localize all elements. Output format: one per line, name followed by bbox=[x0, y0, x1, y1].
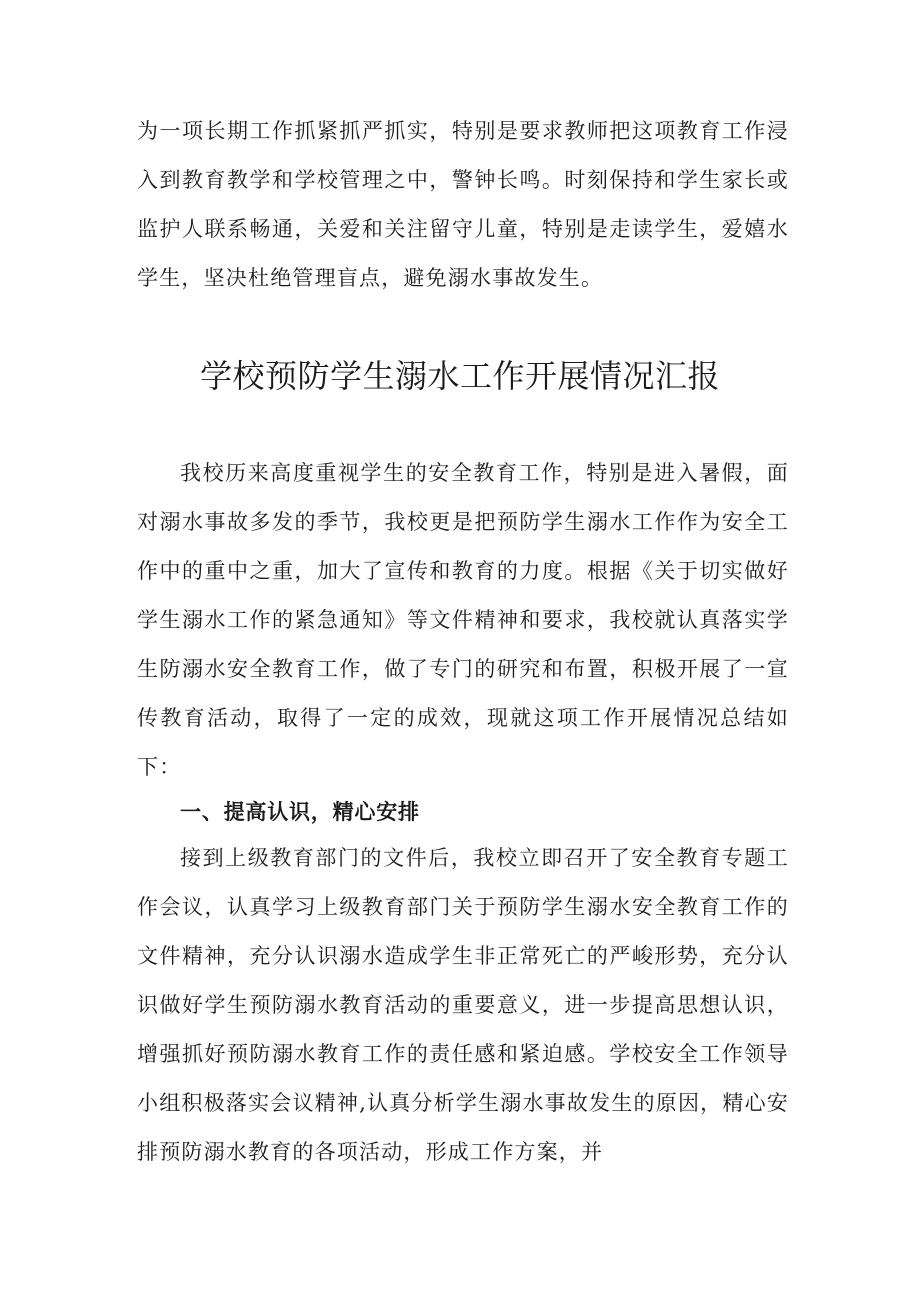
continued-paragraph: 为一项长期工作抓紧抓严抓实，特别是要求教师把这项教育工作浸入到教育教学和学校管理之中，警钟长鸣。时刻保持和学生家长或监护人联系畅通，关爱和关注留守儿童，特别是走读学生，爱嬉水学生，坚决杜绝管理盲点，避免溺水事故发生。 bbox=[137, 119, 789, 290]
section-paragraph: 接到上级教育部门的文件后，我校立即召开了安全教育专题工作会议，认真学习上级教育部门关于预防学生溺水安全教育工作的文件精神，充分认识溺水造成学生非正常死亡的严峻形势，充分认识做好学生预防溺水教育活动的重要意义，进一步提高思想认识，增强抓好预防溺水教育工作的责任感和紧迫感。学校安全工作领导小组积极落实会议精神,认真分析学生溺水事故发生的原因，精心安排预防溺水教育的各项活动，形成工作方案，并 bbox=[137, 846, 789, 1164]
intro-paragraph: 我校历来高度重视学生的安全教育工作，特别是进入暑假，面对溺水事故多发的季节，我校更是把预防学生溺水工作作为安全工作中的重中之重，加大了宣传和教育的力度。根据《关于切实做好学生溺水工作的紧急通知》等文件精神和要求，我校就认真落实学生防溺水安全教育工作，做了专门的研究和布置，积极开展了一宣传教育活动，取得了一定的成效，现就这项工作开展情况总结如下： bbox=[137, 461, 789, 779]
section-heading: 一、提高认识，精心安排 bbox=[180, 800, 420, 824]
document-title: 学校预防学生溺水工作开展情况汇报 bbox=[199, 357, 720, 395]
